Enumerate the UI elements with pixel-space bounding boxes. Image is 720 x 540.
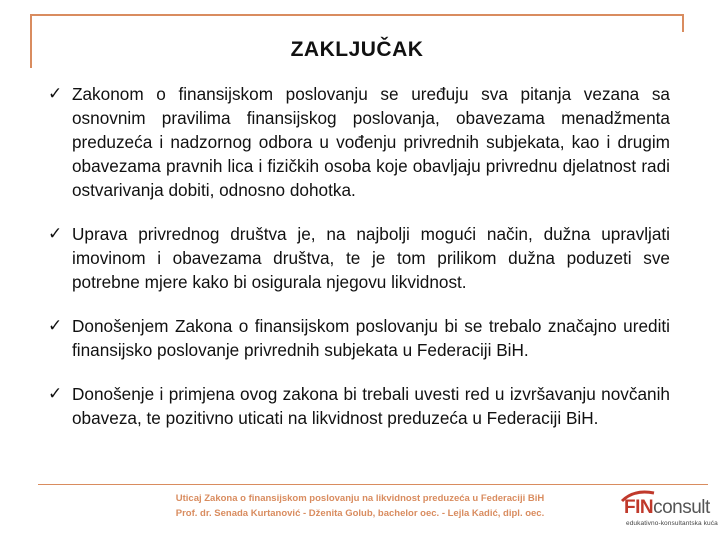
checkmark-icon: ✓: [48, 316, 63, 335]
bullet-list: [48, 82, 670, 450]
checkmark-icon: ✓: [48, 84, 63, 103]
footer-authors: Prof. dr. Senada Kurtanović - Dženita Golub, bachelor oec. - Lejla Kadić, dipl. oec.: [175, 508, 545, 519]
bullet-item: [48, 314, 670, 362]
footer-title: Uticaj Zakona o finansijskom poslovanju na likvidnost preduzeća u Federaciji BiH: [175, 493, 545, 504]
logo-consult-text: consult: [653, 497, 710, 518]
slide-title: ZAKLJUČAK: [290, 38, 424, 61]
checkmark-icon: ✓: [48, 384, 63, 403]
footer-divider: [38, 484, 708, 485]
bullet-item: [48, 82, 670, 202]
logo-fin-text: FIN: [624, 497, 654, 518]
bullet-item: [48, 382, 670, 430]
title-frame: [30, 14, 684, 68]
bullet-item: [48, 222, 670, 294]
bullet-text: Uprava privrednog društva je, na najbolji mogući način, dužna upravljati imovinom i obavezama društva, te je tom prilikom dužna poduzeti sve potrebne mjere kako bi osigurala njegovu likvidnost.: [72, 224, 670, 292]
bullet-text: Donošenjem Zakona o finansijskom poslovanju bi se trebalo značajno urediti finansijsko poslovanje privrednih subjekata u Federaciji BiH.: [72, 316, 670, 360]
logo-wordmark: [624, 497, 710, 519]
logo-tagline: edukativno-konsultantska kuća: [626, 520, 718, 527]
checkmark-icon: ✓: [48, 224, 63, 243]
company-logo: [614, 487, 718, 535]
bullet-text: Zakonom o finansijskom poslovanju se uređuju sva pitanja vezana sa osnovnim pravilima finansijskog poslovanja, obavezama menadžmenta preduzeća i nadzornog odbora u vođenju privrednih subjekata, kao i drugim obavezama pravnih lica i fizičkih osoba koje obavljaju privrednu djelatnost radi ostvarivanja dobiti, odnosno dohotka.: [72, 84, 670, 200]
bullet-text: Donošenje i primjena ovog zakona bi trebali uvesti red u izvršavanju novčanih obaveza, te pozitivno uticati na likvidnost preduzeća u Federaciji BiH.: [72, 384, 670, 428]
footer: [100, 491, 620, 521]
